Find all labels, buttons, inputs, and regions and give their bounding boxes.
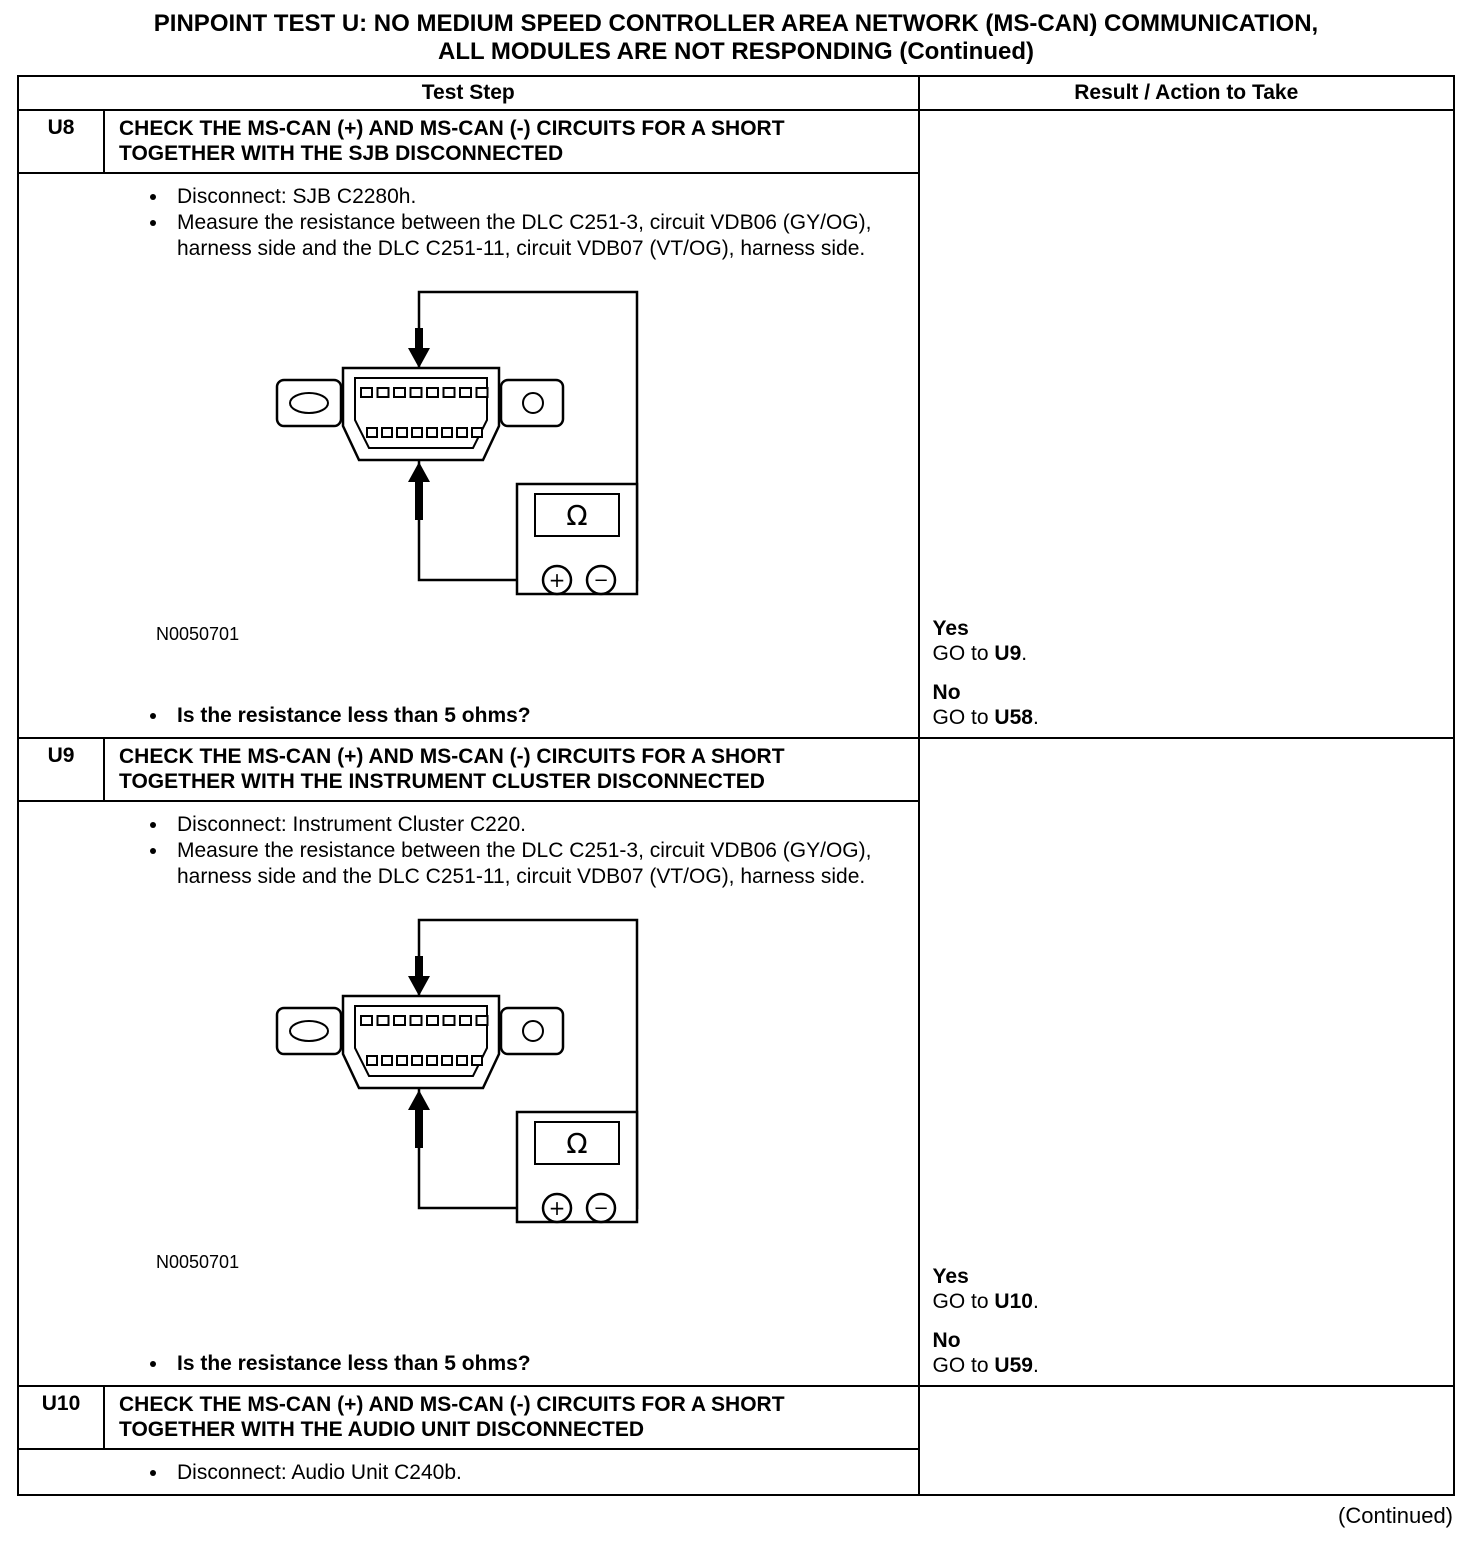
result-action-cell: [920, 111, 1453, 737]
dlc-ohmmeter-figure: [269, 912, 910, 1248]
result-action: [933, 1353, 1443, 1378]
table-row-step-u9: [19, 737, 1453, 1385]
question-bullet: • Is the resistance less than 5 ohms?: [169, 703, 910, 729]
ohm-symbol: Ω: [566, 499, 588, 533]
action-text: GO to: [932, 705, 995, 729]
action-text: GO to: [932, 1289, 995, 1313]
step-body: [19, 174, 918, 738]
ohm-symbol: Ω: [566, 1127, 588, 1161]
figure-caption: N0050701: [156, 624, 240, 645]
instruction-list: [169, 183, 910, 263]
instruction-list: [169, 1459, 910, 1487]
connector-right-hole: [523, 1021, 543, 1041]
page-title-line1: PINPOINT TEST U: NO MEDIUM SPEED CONTROLLER AREA NETWORK (MS-CAN) COMMUNICATION,: [153, 10, 1319, 37]
instruction-bullet: • Measure the resistance between the DLC C251-3, circuit VDB06 (GY/OG), harness side and the DLC C251-11, circuit VDB07 (VT/OG), harness side.: [169, 838, 910, 889]
step-id: U9: [19, 739, 105, 799]
action-target-step: U10: [994, 1289, 1033, 1313]
step-header: [19, 1387, 918, 1449]
result-yes-block: [933, 617, 1443, 666]
result-yes-block: [933, 1265, 1443, 1314]
test-step-cell: [19, 739, 920, 1385]
figure-caption: N0050701: [156, 1252, 240, 1273]
action-text: GO to: [932, 641, 995, 665]
dlc-ohmmeter-diagram: [269, 284, 669, 614]
action-text: .: [1032, 1289, 1039, 1313]
connector-left-slot: [290, 393, 328, 413]
step-title: CHECK THE MS-CAN (+) AND MS-CAN (-) CIRCUITS FOR A SHORT TOGETHER WITH THE INSTRUMENT CLUSTER DISCONNECTED: [119, 745, 785, 794]
action-target-step: U9: [994, 641, 1022, 665]
table-row-step-u10: [19, 1385, 1453, 1494]
result-no-block: [933, 1329, 1443, 1378]
page-title-line2: ALL MODULES ARE NOT RESPONDING (Continued): [438, 38, 1034, 66]
result-no-block: [933, 681, 1443, 730]
probe-arrow-up-icon: [408, 462, 430, 520]
column-header-result: Result / Action to Take: [1074, 81, 1299, 105]
test-step-cell: [19, 1387, 920, 1494]
step-id: U8: [19, 111, 105, 171]
action-text: GO to: [932, 1353, 995, 1377]
result-action: [933, 705, 1443, 730]
table-header-row: [19, 77, 1453, 111]
step-id: U10: [19, 1387, 105, 1447]
question-list: [169, 1350, 910, 1378]
step-header: [19, 111, 918, 173]
probe-arrow-down-icon: [408, 328, 430, 368]
step-title: CHECK THE MS-CAN (+) AND MS-CAN (-) CIRCUITS FOR A SHORT TOGETHER WITH THE SJB DISCONNECTED: [119, 117, 785, 166]
page-title: [17, 10, 1455, 66]
plus-sign: +: [548, 568, 566, 593]
result-action-cell: [920, 739, 1453, 1385]
result-answer: No: [932, 1328, 961, 1352]
result-action-cell: [920, 1387, 1453, 1494]
step-body: [19, 802, 918, 1386]
step-body: [19, 1450, 918, 1495]
continued-note: (Continued): [1338, 1503, 1453, 1529]
action-text: .: [1021, 641, 1028, 665]
result-answer: Yes: [932, 1264, 969, 1288]
instruction-bullet: • Disconnect: Audio Unit C240b.: [169, 1460, 910, 1486]
action-text: .: [1032, 705, 1039, 729]
probe-arrow-up-icon: [408, 1090, 430, 1148]
instruction-bullet: • Disconnect: SJB C2280h.: [169, 184, 910, 210]
minus-sign: −: [593, 1198, 609, 1220]
result-answer: No: [932, 680, 961, 704]
question-bullet: • Is the resistance less than 5 ohms?: [169, 1351, 910, 1377]
step-header: [19, 739, 918, 801]
connector-left-slot: [290, 1021, 328, 1041]
dlc-ohmmeter-diagram: [269, 912, 669, 1242]
probe-arrow-down-icon: [408, 956, 430, 996]
step-title: CHECK THE MS-CAN (+) AND MS-CAN (-) CIRCUITS FOR A SHORT TOGETHER WITH THE AUDIO UNIT DISCONNECTED: [119, 1393, 785, 1442]
pinpoint-test-table: [17, 75, 1455, 1496]
result-action: [933, 641, 1443, 666]
dlc-ohmmeter-figure: [269, 284, 910, 620]
test-step-cell: [19, 111, 920, 737]
instruction-bullet: • Measure the resistance between the DLC C251-3, circuit VDB06 (GY/OG), harness side and the DLC C251-11, circuit VDB07 (VT/OG), harness side.: [169, 210, 910, 261]
instruction-bullet: • Disconnect: Instrument Cluster C220.: [169, 812, 910, 838]
column-header-test-step: Test Step: [19, 77, 920, 109]
action-target-step: U58: [994, 705, 1033, 729]
connector-right-hole: [523, 393, 543, 413]
table-row-step-u8: [19, 111, 1453, 737]
result-answer: Yes: [932, 616, 969, 640]
minus-sign: −: [593, 570, 609, 592]
plus-sign: +: [548, 1196, 566, 1221]
action-text: .: [1032, 1353, 1039, 1377]
action-target-step: U59: [994, 1353, 1033, 1377]
instruction-list: [169, 811, 910, 891]
question-list: [169, 702, 910, 730]
result-action: [933, 1289, 1443, 1314]
